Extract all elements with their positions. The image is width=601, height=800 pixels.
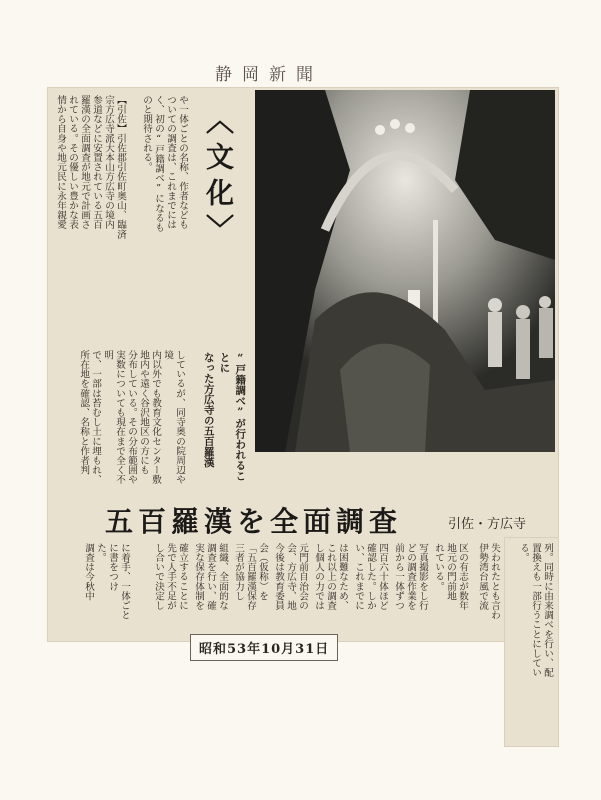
article-block-14: [508, 543, 553, 738]
rakan-statue: [390, 119, 400, 129]
article-block-10: [350, 543, 388, 628]
headline: 五百羅漢を全面調査: [105, 505, 403, 538]
visitor: [516, 305, 530, 319]
article-block-9: [310, 543, 348, 628]
caption-line: “戸籍調べ”が行われることに: [218, 352, 247, 481]
article-line: 確認した。しか: [365, 543, 377, 611]
section-rubric: 〈文化〉: [202, 106, 235, 250]
article-line: 調査を行い、確: [205, 543, 217, 611]
article-line: 今後は教育委員: [273, 543, 285, 611]
article-line: 地元の門前地: [445, 543, 457, 601]
caption-line: なった方広寺の五百羅漢: [202, 352, 215, 468]
article-line: 実な保存体制を: [193, 543, 205, 611]
newspaper-masthead: 静岡新聞: [215, 65, 323, 85]
article-line: しているが、同寺奥の院周辺や境: [162, 350, 185, 485]
photo-illustration: [255, 90, 555, 452]
article-line: 会、方広寺、地: [285, 543, 297, 611]
article-line: 【引佐】引佐郡引佐町奥山、臨済: [115, 95, 126, 239]
article-line: れている。: [433, 543, 445, 591]
article-line: 情から自身や地元民に永年親愛: [55, 95, 67, 230]
headline-location: 引佐・方広寺: [448, 517, 527, 532]
article-line: 前から一体ずつ: [393, 543, 405, 611]
article-line: で、一部は苔むし土に埋もれ、: [90, 350, 102, 485]
article-line: 区の有志が数年: [457, 543, 468, 611]
article-line: 調査は今秋中: [83, 543, 95, 601]
article-block-5: [150, 543, 188, 628]
article-block-6: [190, 543, 228, 628]
article-line: 写真撮影をし行: [417, 543, 428, 611]
article-line: 確立することに: [177, 543, 188, 611]
visitor: [539, 308, 553, 358]
article-line: 失われたとも言わ: [489, 543, 500, 620]
visitor: [488, 298, 502, 312]
article-line: 実数についても現在まで全く不明: [102, 350, 126, 485]
article-line: 宗方広寺派大本山方広寺の境内: [103, 95, 115, 230]
article-block-3: [60, 350, 185, 490]
article-line: に着手、一体ごとに書をつけ: [107, 543, 130, 620]
visitor: [539, 296, 551, 308]
article-line: これ以上の調査: [325, 543, 337, 611]
article-line: 列。同時に由来調べを行い、配: [542, 543, 553, 678]
article-line: 置換えも一部行うことにしてい: [530, 543, 542, 678]
visitor: [516, 319, 530, 379]
article-line: し個人の力では: [313, 543, 325, 611]
stone-pile: [340, 344, 430, 452]
rakan-statue: [405, 123, 415, 133]
visitor: [488, 312, 502, 367]
rakan-statue: [375, 125, 385, 135]
article-line: る。: [518, 543, 530, 563]
article-line: 地内や遠く谷沢地区の方にも: [138, 350, 150, 475]
article-block-8: [270, 543, 308, 628]
article-line: は困難なため、: [337, 543, 348, 611]
article-line: た。: [95, 543, 107, 563]
article-line: し合いで決定し: [153, 543, 165, 611]
article-line: れている。その優しい豊かな表: [67, 95, 79, 230]
publication-date-stamp: 昭和53年10月31日: [190, 634, 338, 661]
article-line: や一体ごとの名称、作者なども: [177, 95, 188, 230]
article-line: 「五百羅漢保存: [245, 543, 257, 611]
article-block-4: [60, 543, 130, 628]
article-line: く、初の“戸籍調べ”になるも: [153, 95, 165, 233]
article-block-12: [430, 543, 468, 628]
news-photo: [255, 90, 555, 452]
article-block-13: [470, 543, 500, 628]
article-line: 所在地を確認、名称と作者判: [78, 350, 90, 475]
article-line: 元門前自治会の: [297, 543, 308, 611]
article-line: い、これまでに: [353, 543, 365, 611]
article-line: 羅漢の全面調査が地元で計画さ: [79, 95, 91, 230]
article-line: どの調査作業を: [405, 543, 417, 611]
article-line: 三者が協力し: [233, 543, 245, 601]
article-line: 分布している。その分布範囲や: [126, 350, 138, 485]
article-block-7: [230, 543, 268, 628]
article-block-11: [390, 543, 428, 628]
article-line: 会（仮称）を: [257, 543, 268, 601]
photo-caption: [200, 352, 247, 487]
article-line: 先で人手不足が: [165, 543, 177, 611]
article-line: 四百六十体ほど: [377, 543, 388, 611]
article-line: 参道などに安置されている五百: [91, 95, 103, 230]
article-line: のと期待される。: [141, 95, 153, 172]
article-line: 内以外でも教育文化センター敷: [150, 350, 162, 485]
article-line: 組織、全面的な: [217, 543, 228, 611]
article-line: ついての調査は、これまでには: [165, 95, 177, 230]
article-line: 伊勢湾台風で流: [477, 543, 489, 611]
